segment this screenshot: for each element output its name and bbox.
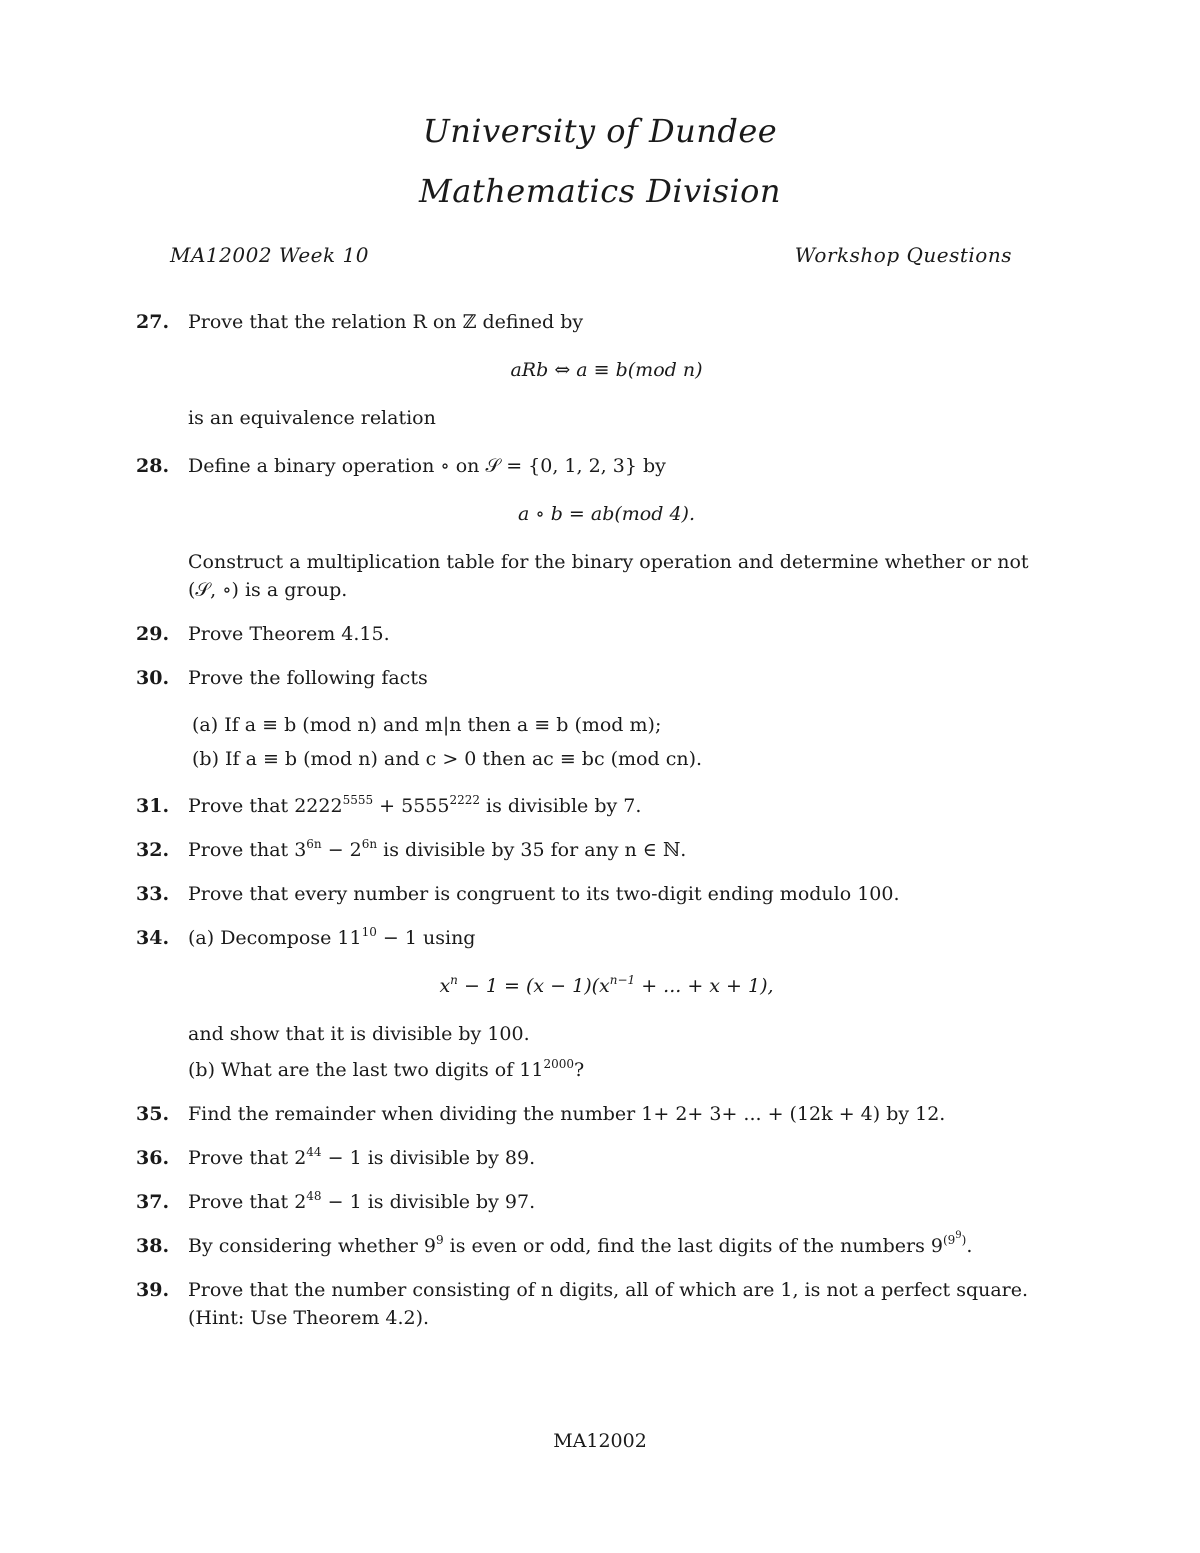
question-number: 33. — [136, 883, 170, 905]
sub-question-b — [188, 1056, 1055, 1084]
text-part: Prove that 2222 — [188, 795, 343, 817]
question-number: 31. — [136, 795, 170, 817]
question-list — [0, 308, 1200, 1332]
question-number: 32. — [136, 839, 170, 861]
text-part: − 1 is divisible by 89. — [321, 1147, 536, 1169]
text-part: − 1 = (x − 1)(x — [457, 975, 610, 997]
exponent: n−1 — [609, 973, 636, 987]
course-week-label: MA12002 Week 10 — [170, 243, 369, 267]
text-part: − 2 — [321, 839, 362, 861]
text-part: Prove that 2 — [188, 1191, 307, 1213]
question-text-continued: is an equivalence relation — [188, 407, 436, 429]
text-part: − 1 is divisible by 97. — [321, 1191, 536, 1213]
exponent: 44 — [306, 1145, 322, 1159]
question-34 — [0, 924, 1200, 1084]
question-27 — [0, 308, 1200, 432]
text-part: By considering whether 9 — [188, 1235, 436, 1257]
text-part: . — [966, 1235, 973, 1257]
text-part: x — [439, 975, 451, 997]
question-text: Prove that every number is congruent to its two-digit ending modulo 100. — [188, 883, 900, 905]
exponent: 9 — [435, 1233, 444, 1247]
question-number: 28. — [136, 455, 170, 477]
question-number: 34. — [136, 927, 170, 949]
sub-question-a — [188, 924, 1055, 952]
question-number: 39. — [136, 1279, 170, 1301]
question-28 — [0, 452, 1200, 604]
display-equation: aRb ⇔ a ≡ b(mod n) — [510, 359, 703, 381]
exponent: 6n — [361, 837, 378, 851]
exponent: 2000 — [543, 1057, 574, 1071]
question-number: 37. — [136, 1191, 170, 1213]
division-title: Mathematics Division — [418, 172, 781, 210]
question-number: 27. — [136, 311, 170, 333]
text-part: is even or odd, find the last digits of the numbers 9 — [443, 1235, 943, 1257]
question-number: 30. — [136, 667, 170, 689]
exponent: n — [450, 973, 458, 987]
document-type-label: Workshop Questions — [794, 243, 1012, 267]
sub-question-b: (b) If a ≡ b (mod n) and c > 0 then ac ≡ bc (mod cn). — [192, 748, 703, 770]
text-part: is divisible by 35 for any n ∈ ℕ. — [377, 839, 687, 861]
question-text — [188, 1232, 1055, 1260]
question-text-continued: Construct a multiplication table for the binary operation and determine whether or not (𝒮, ∘) is a group. — [188, 551, 1029, 601]
text-part: (9 — [942, 1233, 956, 1247]
display-equation — [188, 972, 1055, 1000]
question-text: Prove that the relation R on ℤ defined by — [188, 311, 584, 333]
text-part: (b) What are the last two digits of 11 — [188, 1059, 544, 1081]
question-36 — [0, 1144, 1200, 1172]
question-number: 36. — [136, 1147, 170, 1169]
exponent: 48 — [306, 1189, 322, 1203]
page-footer: MA12002 — [553, 1430, 647, 1452]
question-37 — [0, 1188, 1200, 1216]
text-part: + ... + x + 1), — [635, 975, 774, 997]
text-part: Prove that 2 — [188, 1147, 307, 1169]
display-equation: a ∘ b = ab(mod 4). — [518, 503, 695, 525]
question-35 — [0, 1100, 1200, 1128]
question-text — [188, 1188, 1055, 1216]
question-text: Define a binary operation ∘ on 𝒮 = {0, 1, 2, 3} by — [188, 455, 666, 477]
nested-exponent — [942, 1230, 967, 1247]
question-number: 29. — [136, 623, 170, 645]
exponent: 5555 — [342, 793, 374, 807]
question-text — [188, 792, 1055, 820]
question-text: Prove the following facts — [188, 667, 428, 689]
text-part: + 5555 — [373, 795, 450, 817]
text-part: ) — [961, 1233, 967, 1247]
question-text: Prove that the number consisting of n digits, all of which are 1, is not a perfect square. (Hint: Use Theorem 4.2). — [188, 1279, 1029, 1329]
text-part: Prove that 3 — [188, 839, 307, 861]
question-text — [188, 1144, 1055, 1172]
question-text — [188, 836, 1055, 864]
university-title: University of Dundee — [422, 112, 778, 150]
question-31 — [0, 792, 1200, 820]
question-29 — [0, 620, 1200, 648]
question-32 — [0, 836, 1200, 864]
question-text: Prove Theorem 4.15. — [188, 623, 390, 645]
question-text: Find the remainder when dividing the number 1+ 2+ 3+ ... + (12k + 4) by 12. — [188, 1103, 946, 1125]
text-part: is divisible by 7. — [480, 795, 642, 817]
exponent: 9 — [955, 1230, 962, 1241]
exponent: 10 — [361, 925, 377, 939]
question-30 — [0, 664, 1200, 776]
question-39 — [0, 1276, 1200, 1332]
text-part: ? — [574, 1059, 585, 1081]
question-38 — [0, 1232, 1200, 1260]
question-text-continued: and show that it is divisible by 100. — [188, 1023, 530, 1045]
sub-question-a: (a) If a ≡ b (mod n) and m|n then a ≡ b (mod m); — [192, 714, 662, 736]
question-number: 38. — [136, 1235, 170, 1257]
exponent: 6n — [306, 837, 322, 851]
text-part: (a) Decompose 11 — [188, 927, 362, 949]
exponent: 2222 — [449, 793, 481, 807]
question-number: 35. — [136, 1103, 170, 1125]
question-33 — [0, 880, 1200, 908]
text-part: − 1 using — [376, 927, 476, 949]
